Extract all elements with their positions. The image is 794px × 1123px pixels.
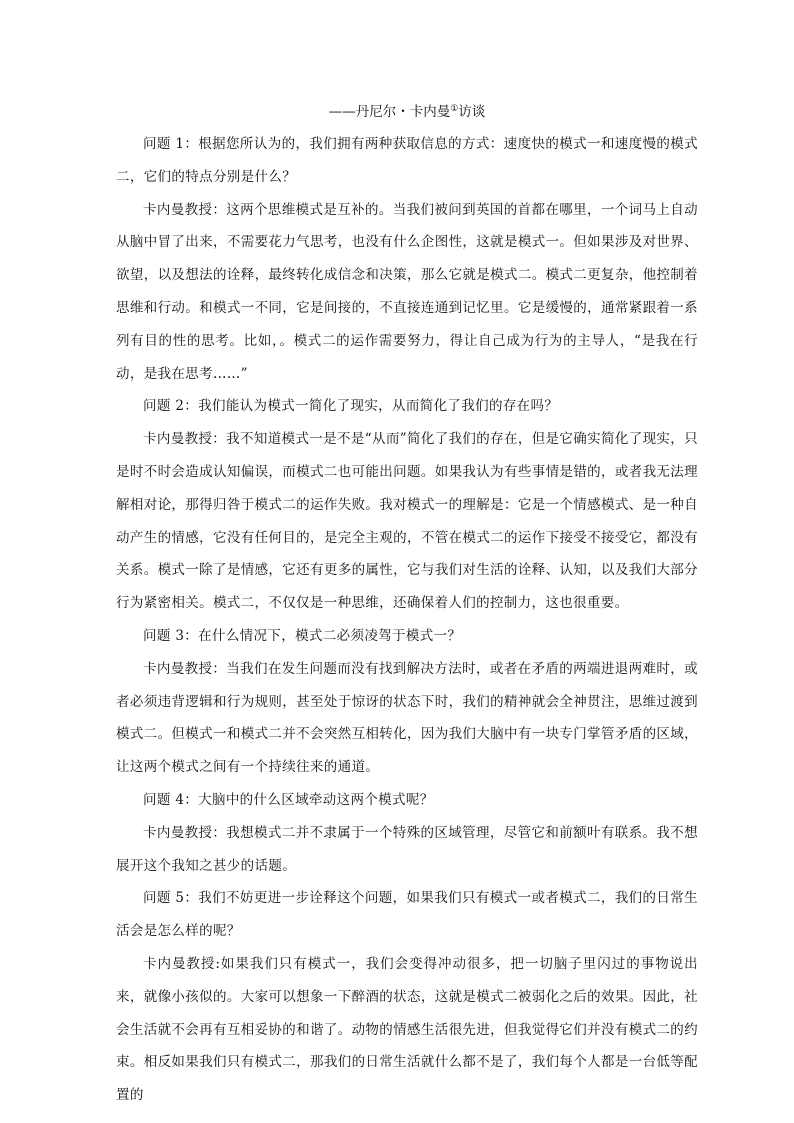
question-2: 问题 2：我们能认为模式一简化了现实，从而简化了我们的存在吗？	[143, 398, 559, 415]
question-3: 问题 3：在什么情况下，模式二必须凌驾于模式一？	[143, 627, 462, 644]
answer-3: 卡内曼教授：当我们在发生问题而没有找到解决方法时，或者在矛盾的两端进退两难时，或者必须违背逻辑和行为规则，甚至处于惊讶的状态下时，我们的精神就会全神贯注，思维过渡到模式二。但模式一和模式二并不会突然互相转化，因为我们大脑中有一块专门掌管矛盾的区域，让这两个模式之间有一个持续往来的通道。	[116, 660, 698, 776]
answer-2: 卡内曼教授：我不知道模式一是不是“从而”简化了我们的存在，但是它确实简化了现实，只是时不时会造成认知偏误，而模式二也可能出问题。如果我认为有些事情是错的，或者我无法理解相对论，那得归咎于模式二的运作失败。我对模式一的理解是：它是一个情感模式、是一种自动产生的情感，它没有任何目的，是完全主观的，不管在模式二的运作下接受不接受它，都没有关系。模式一除了是情感，它还有更多的属性，它与我们对生活的诠释、认知，以及我们大部分行为紧密相关。模式二，不仅仅是一种思维，还确保着人们的控制力，这也很重要。	[116, 431, 698, 612]
answer-1: 卡内曼教授：这两个思维模式是互补的。当我们被问到英国的首都在哪里，一个词马上自动从脑中冒了出来，不需要花力气思考，也没有什么企图性，这就是模式一。但如果涉及对世界、欲望，以及想法的诠释，最终转化成信念和决策，那么它就是模式二。模式二更复杂，他控制着思维和行动。和模式一不同，它是间接的，不直接连通到记忆里。它是缓慢的，通常紧跟着一系列有目的性的思考。比如，。模式二的运作需要努力，得让自己成为行为的主导人，“是我在行动，是我在思考……”	[116, 201, 698, 382]
footnote-marker: ①	[450, 104, 459, 114]
question-4: 问题 4：大脑中的什么区域牵动这两个模式呢？	[143, 791, 434, 808]
question-1: 问题 1：根据您所认为的，我们拥有两种获取信息的方式：速度快的模式一和速度慢的模式二，它们的特点分别是什么？	[116, 136, 698, 185]
interview-body	[116, 128, 698, 1112]
answer-5: 卡内曼教授:如果我们只有模式一，我们会变得冲动很多，把一切脑子里闪过的事物说出来，就像小孩似的。大家可以想象一下醉酒的状态，这就是模式二被弱化之后的效果。因此，社会生活就不会再有互相妥协的和谐了。动物的情感生活很先进，但我觉得它们并没有模式二的约束。相反如果我们只有模式二，那我们的日常生活就什么都不是了，我们每个人都是一台低等配置的	[116, 955, 698, 1104]
byline-suffix: 访谈	[458, 104, 486, 120]
interview-byline	[0, 102, 794, 122]
byline-text: ——丹尼尔・卡内曼	[328, 104, 451, 120]
question-5: 问题 5：我们不妨更进一步诠释这个问题，如果我们只有模式一或者模式二，我们的日常生活会是怎么样的呢？	[116, 890, 698, 940]
answer-4: 卡内曼教授：我想模式二并不隶属于一个特殊的区域管理，尽管它和前额叶有联系。我不想展开这个我知之甚少的话题。	[116, 824, 698, 874]
